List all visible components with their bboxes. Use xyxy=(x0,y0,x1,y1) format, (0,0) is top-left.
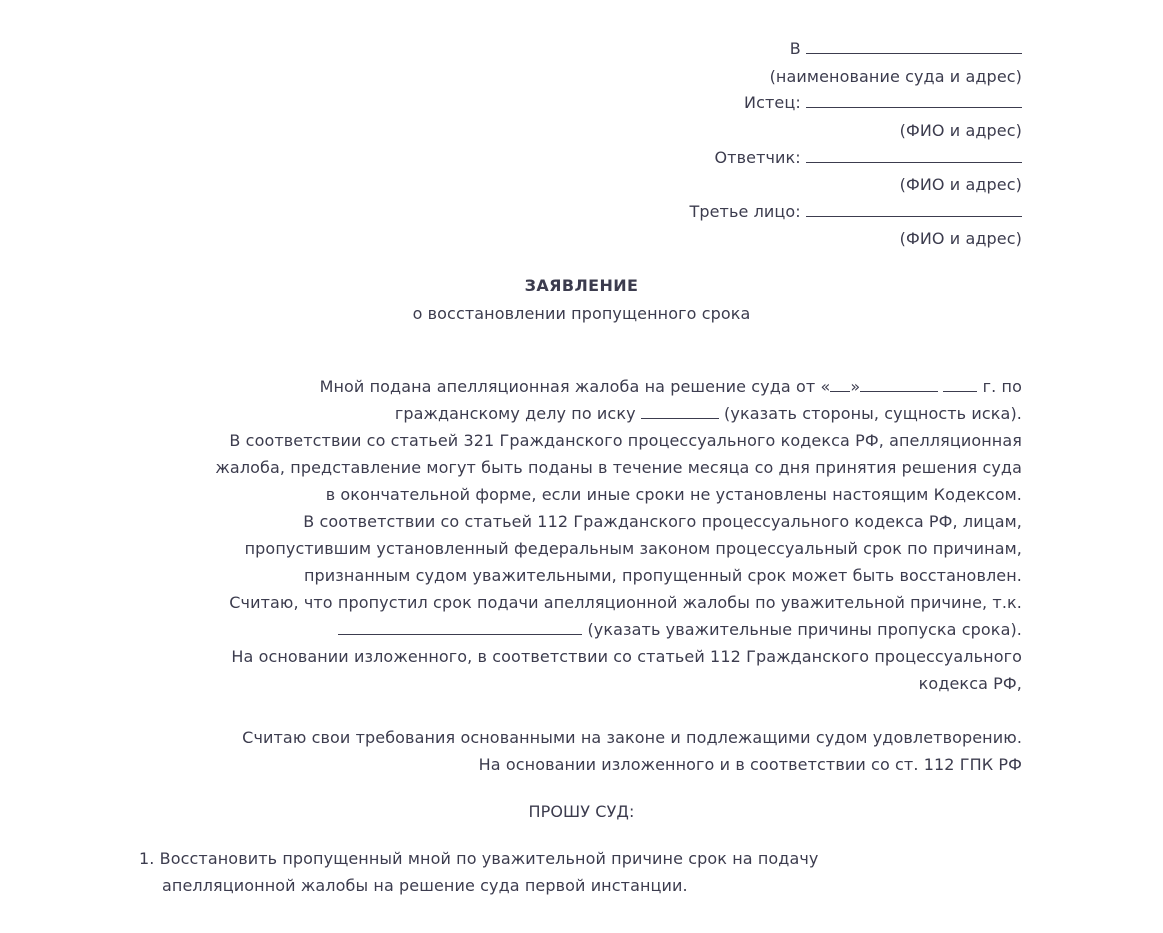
reason-blank xyxy=(338,620,582,635)
body-line-1-quote: » xyxy=(850,377,861,396)
body-line-11: На основании изложенного, в соответствии со статьей 112 Гражданского процессуального xyxy=(231,647,1022,666)
defendant-hint: (ФИО и адрес) xyxy=(899,175,1022,194)
year-blank xyxy=(943,377,977,392)
document-subtitle: о восстановлении пропущенного срока xyxy=(412,304,751,323)
request-heading: ПРОШУ СУД: xyxy=(528,802,635,821)
court-hint: (наименование суда и адрес) xyxy=(769,67,1022,86)
month-blank xyxy=(860,377,938,392)
body-line-12: кодекса РФ, xyxy=(918,674,1022,693)
body-line-7: пропустившим установленный федеральным законом процессуальный срок по причинам, xyxy=(244,539,1022,558)
body-line-1-end: г. по xyxy=(982,377,1022,396)
third-party-label: Третье лицо: xyxy=(689,202,801,221)
body-line-8: признанным судом уважительными, пропущенный срок может быть восстановлен. xyxy=(303,566,1022,585)
court-blank xyxy=(806,39,1022,54)
body-line-1-text: Мной подана апелляционная жалоба на решение суда от « xyxy=(319,377,831,396)
body-line-10 xyxy=(338,620,1022,640)
third-party-hint: (ФИО и адрес) xyxy=(899,229,1022,248)
plaintiff-line xyxy=(744,93,1022,113)
request-item-1-line2: апелляционной жалобы на решение суда первой инстанции. xyxy=(162,876,688,895)
body-line-13: Считаю свои требования основанными на законе и подлежащими судом удовлетворению. xyxy=(242,728,1022,747)
request-item-1 xyxy=(139,849,819,869)
plaintiff-blank xyxy=(806,93,1022,108)
body-line-6: В соответствии со статьей 112 Гражданского процессуального кодекса РФ, лицам, xyxy=(303,512,1022,531)
plaintiff-label: Истец: xyxy=(744,93,801,112)
plaintiff-hint: (ФИО и адрес) xyxy=(899,121,1022,140)
day-blank xyxy=(830,377,850,392)
defendant-label: Ответчик: xyxy=(714,148,801,167)
body-line-2 xyxy=(395,404,1022,424)
third-party-line xyxy=(689,202,1022,222)
defendant-line xyxy=(714,148,1022,168)
defendant-blank xyxy=(806,148,1022,163)
third-party-blank xyxy=(806,202,1022,217)
request-item-1-number: 1. xyxy=(139,849,155,868)
body-line-10-text: (указать уважительные причины пропуска срока). xyxy=(587,620,1022,639)
court-line xyxy=(790,39,1022,59)
body-line-4: жалоба, представление могут быть поданы в течение месяца со дня принятия решения суда xyxy=(215,458,1022,477)
request-item-1-line1: Восстановить пропущенный мной по уважительной причине срок на подачу xyxy=(159,849,819,868)
body-line-2-text: гражданскому делу по иску xyxy=(394,404,636,423)
body-line-2-end: (указать стороны, сущность иска). xyxy=(724,404,1022,423)
document-title: ЗАЯВЛЕНИЕ xyxy=(524,276,639,295)
body-line-1 xyxy=(320,377,1022,397)
lawsuit-blank xyxy=(641,404,719,419)
body-line-5: в окончательной форме, если иные сроки не установлены настоящим Кодексом. xyxy=(325,485,1022,504)
body-line-14: На основании изложенного и в соответствии со ст. 112 ГПК РФ xyxy=(478,755,1022,774)
body-line-9: Считаю, что пропустил срок подачи апелляционной жалобы по уважительной причине, т.к. xyxy=(229,593,1022,612)
court-prefix: В xyxy=(789,39,801,58)
body-line-3: В соответствии со статьей 321 Гражданского процессуального кодекса РФ, апелляционная xyxy=(229,431,1022,450)
